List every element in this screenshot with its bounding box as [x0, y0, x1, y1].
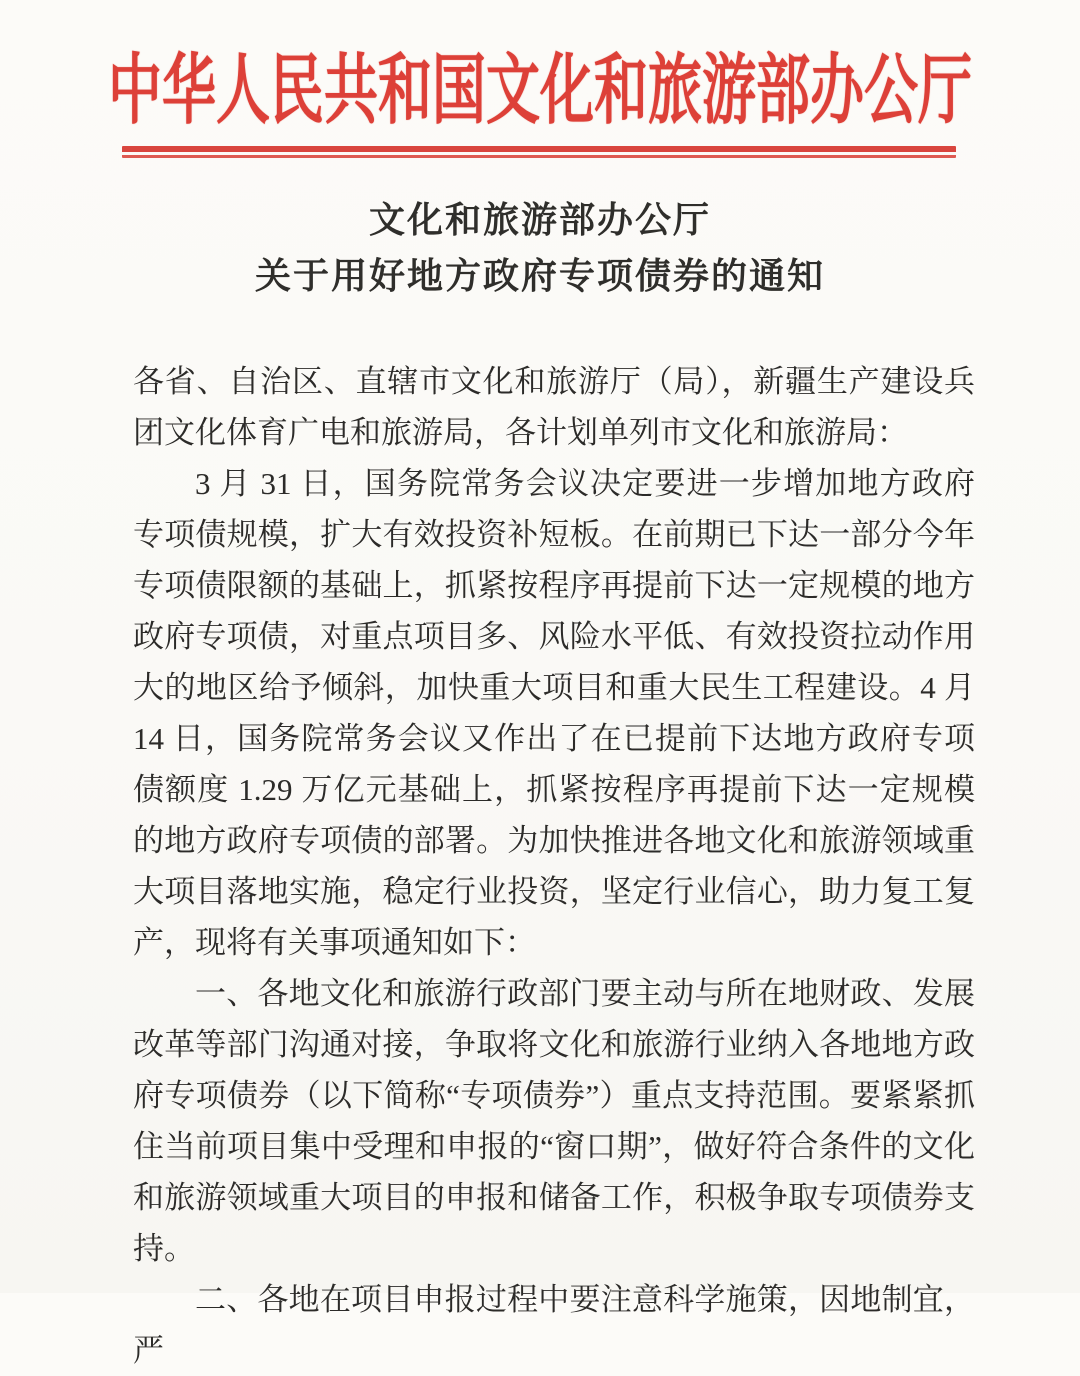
document-body: [133, 356, 975, 1376]
letterhead-divider: [122, 146, 956, 158]
doc-title-line2: 关于用好地方政府专项债券的通知: [254, 256, 825, 296]
doc-title: [0, 192, 1080, 304]
paragraph: 二、各地在项目申报过程中要注意科学施策，因地制宜，严: [133, 1282, 975, 1368]
paragraph: 一、各地文化和旅游行政部门要主动与所在地财政、发展改革等部门沟通对接，争取将文化和旅游行业纳入各地地方政府专项债券（以下简称“专项债券”）重点支持范围。要紧紧抓住当前项目集中受理和申报的“窗口期”，做好符合条件的文化和旅游领域重大项目的申报和储备工作，积极争取专项债券支持。: [133, 976, 975, 1266]
doc-title-line1: 文化和旅游部办公厅: [368, 200, 711, 240]
paragraph: 3 月 31 日，国务院常务会议决定要进一步增加地方政府专项债规模，扩大有效投资补短板。在前期已下达一部分今年专项债限额的基础上，抓紧按程序再提前下达一定规模的地方政府专项债，对重点项目多、风险水平低、有效投资拉动作用大的地区给予倾斜，加快重大项目和重大民生工程建设。4 月 14 日，国务院常务会议又作出了在已提前下达地方政府专项债额度 1.29 万亿元基础上，抓紧按程序再提前下达一定规模的地方政府专项债的部署。为加快推进各地文化和旅游领域重大项目落地实施，稳定行业投资，坚定行业信心，助力复工复产，现将有关事项通知如下：: [133, 466, 975, 960]
letterhead-org-name: 中华人民共和国文化和旅游部办公厅: [108, 48, 972, 134]
paragraph: 各省、自治区、直辖市文化和旅游厅（局），新疆生产建设兵团文化体育广电和旅游局，各计划单列市文化和旅游局：: [133, 364, 975, 450]
